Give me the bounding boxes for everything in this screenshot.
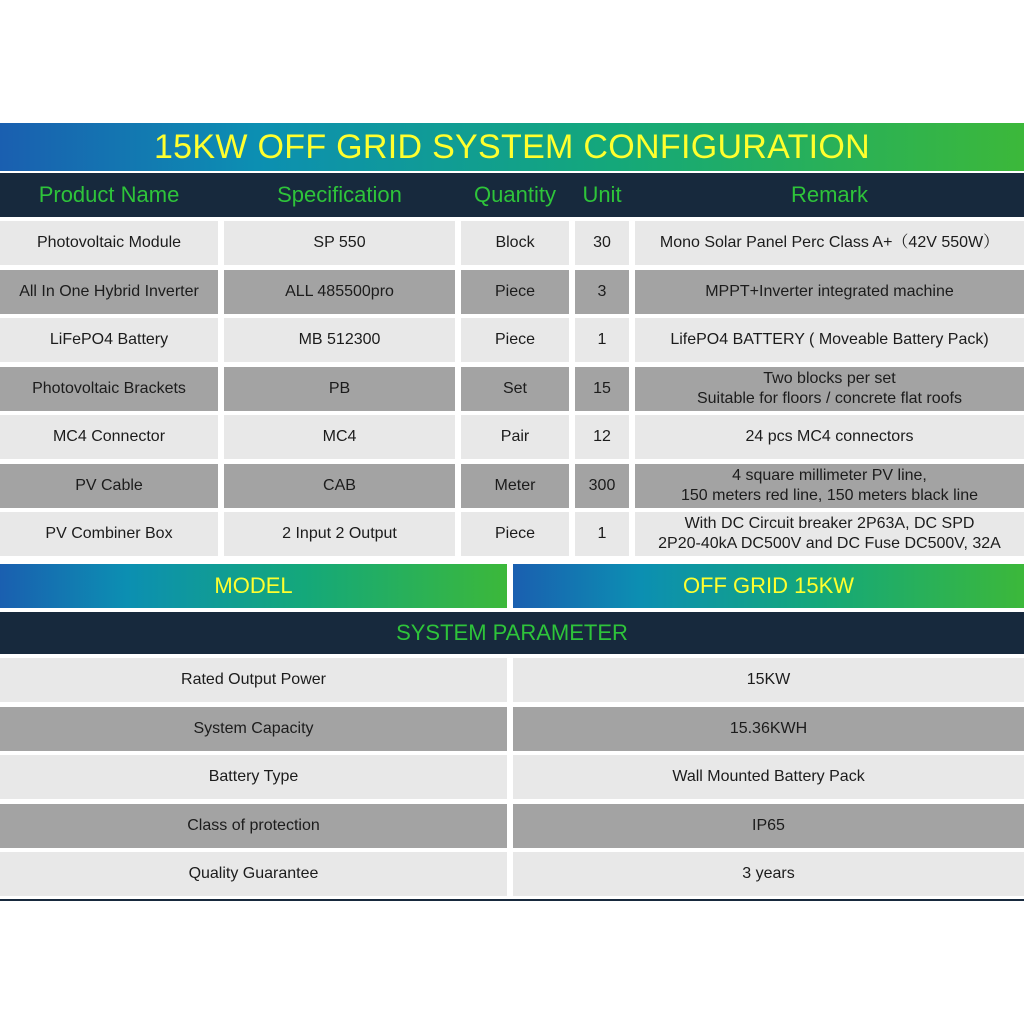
- parameter-label-cell: System Capacity: [0, 707, 507, 751]
- remark-line: LifePO4 BATTERY ( Moveable Battery Pack): [670, 331, 989, 348]
- quantity-cell: Piece: [461, 318, 569, 362]
- unit-cell: 30: [575, 221, 629, 265]
- remark-line: MPPT+Inverter integrated machine: [705, 282, 954, 300]
- unit-cell: 1: [575, 318, 629, 362]
- column-header-product-name: Product Name: [38, 182, 180, 207]
- column-header-specification: Specification: [277, 182, 402, 207]
- parameter-label-cell: Class of protection: [0, 804, 507, 848]
- specification-cell: MB 512300: [224, 318, 455, 362]
- parameter-value-cell: IP65: [513, 804, 1024, 848]
- parameter-label-cell: Rated Output Power: [0, 658, 507, 702]
- quantity-cell: Block: [461, 221, 569, 265]
- product-name-cell: LiFePO4 Battery: [0, 318, 218, 362]
- column-header-remark: Remark: [790, 182, 868, 207]
- column-header-quantity: Quantity: [474, 182, 556, 207]
- product-name-cell: PV Combiner Box: [0, 512, 218, 556]
- unit-cell: 12: [575, 415, 629, 459]
- unit-cell: 15: [575, 367, 629, 411]
- parameter-value-cell: 3 years: [513, 852, 1024, 896]
- table-header-row: [0, 173, 1024, 217]
- specification-cell: SP 550: [224, 221, 455, 265]
- quantity-cell: Piece: [461, 270, 569, 314]
- model-label: MODEL: [0, 564, 507, 608]
- remark-cell: [635, 367, 1024, 411]
- unit-cell: 300: [575, 464, 629, 508]
- remark-cell: [635, 318, 1024, 362]
- remark-line: 4 square millimeter PV line,: [732, 466, 927, 484]
- quantity-cell: Pair: [461, 415, 569, 459]
- remark-line: With DC Circuit breaker 2P63A, DC SPD: [684, 515, 975, 532]
- parameter-label-cell: Battery Type: [0, 755, 507, 799]
- unit-cell: 1: [575, 512, 629, 556]
- remark-line: Mono Solar Panel Perc Class A+（42V 550W）: [659, 234, 1000, 251]
- specification-cell: CAB: [224, 464, 455, 508]
- remark-cell: [635, 221, 1024, 265]
- remark-cell: [635, 270, 1024, 314]
- product-name-cell: PV Cable: [0, 464, 218, 508]
- parameter-value-cell: Wall Mounted Battery Pack: [513, 755, 1024, 799]
- remark-cell: [635, 512, 1024, 556]
- remark-line: 2P20-40kA DC500V and DC Fuse DC500V, 32A: [658, 535, 1001, 552]
- model-value: OFF GRID 15KW: [513, 564, 1024, 608]
- remark-line: 150 meters red line, 150 meters black line: [680, 486, 979, 504]
- quantity-cell: Piece: [461, 512, 569, 556]
- page-title: 15KW OFF GRID SYSTEM CONFIGURATION: [0, 123, 1024, 171]
- product-name-cell: Photovoltaic Module: [0, 221, 218, 265]
- remark-line: 24 pcs MC4 connectors: [745, 428, 914, 445]
- specification-cell: ALL 485500pro: [224, 270, 455, 314]
- quantity-cell: Set: [461, 367, 569, 411]
- bottom-divider: [0, 899, 1024, 901]
- product-name-cell: All In One Hybrid Inverter: [0, 270, 218, 314]
- parameter-value-cell: 15KW: [513, 658, 1024, 702]
- remark-line: Suitable for floors / concrete flat roofs: [696, 389, 962, 407]
- parameter-label-cell: Quality Guarantee: [0, 852, 507, 896]
- product-name-cell: MC4 Connector: [0, 415, 218, 459]
- remark-line: Two blocks per set: [763, 369, 896, 387]
- system-parameter-heading: SYSTEM PARAMETER: [0, 612, 1024, 654]
- specification-cell: MC4: [224, 415, 455, 459]
- product-name-cell: Photovoltaic Brackets: [0, 367, 218, 411]
- specification-cell: 2 Input 2 Output: [224, 512, 455, 556]
- configuration-sheet: [0, 123, 1024, 901]
- remark-cell: [635, 464, 1024, 508]
- unit-cell: 3: [575, 270, 629, 314]
- remark-cell: [635, 415, 1024, 459]
- parameter-value-cell: 15.36KWH: [513, 707, 1024, 751]
- column-header-unit: Unit: [582, 182, 622, 207]
- specification-cell: PB: [224, 367, 455, 411]
- quantity-cell: Meter: [461, 464, 569, 508]
